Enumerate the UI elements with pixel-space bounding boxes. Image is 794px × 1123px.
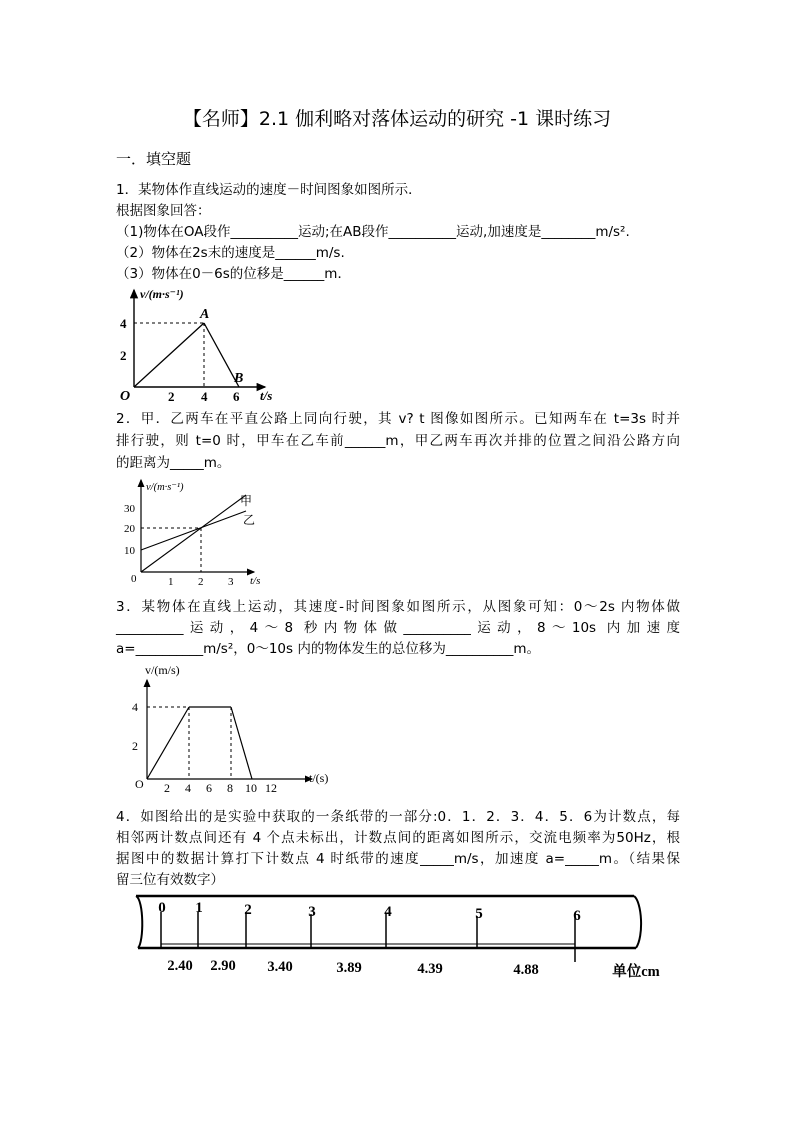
q3-line-3: a=__________m/s²，0～10s 内的物体发生的总位移为__________m。 bbox=[116, 641, 540, 657]
q3-line-2: __________运动，4～8 秒内物体做__________运动，8～10s 内加速度 bbox=[116, 620, 680, 636]
q3-y-label: v/(m/s) bbox=[145, 663, 180, 677]
q4-distance: 4.88 bbox=[513, 962, 539, 978]
q4-tape-right-end bbox=[634, 896, 641, 948]
q1-origin: O bbox=[120, 389, 131, 404]
q4-point-label: 5 bbox=[475, 906, 483, 922]
q3-xtick: 6 bbox=[206, 781, 212, 793]
q4-point-label: 4 bbox=[384, 904, 392, 920]
q3-segment-decel bbox=[231, 707, 252, 779]
q3-ytick: 4 bbox=[132, 700, 138, 714]
q4-distance: 2.40 bbox=[167, 958, 193, 974]
q3-xtick: 10 bbox=[245, 781, 257, 793]
q4-distance: 2.90 bbox=[210, 958, 236, 974]
q4-point-label: 6 bbox=[573, 908, 581, 924]
q1-xtick: 4 bbox=[201, 389, 208, 404]
q1-ytick: 2 bbox=[120, 348, 127, 363]
q2-line-3: 的距离为_____m。 bbox=[116, 455, 231, 471]
q1-point-a: A bbox=[200, 307, 210, 322]
q4-line-1: 4．如图给出的是实验中获取的一条纸带的一部分:0．1．2．3．4．5．6为计数点，每 bbox=[116, 809, 680, 825]
q4-paper-tape bbox=[128, 890, 676, 980]
q2-origin: 0 bbox=[131, 573, 137, 585]
q1-chart bbox=[110, 284, 280, 406]
q1-xtick: 2 bbox=[168, 389, 175, 404]
q4-tape-left-end bbox=[136, 896, 142, 948]
q4-distance: 4.39 bbox=[417, 961, 443, 977]
q3-xtick: 8 bbox=[227, 781, 233, 793]
q2-line-2: 排行驶，则 t=0 时，甲车在乙车前______m，甲乙两车再次并排的位置之间沿公路方向 bbox=[116, 433, 680, 449]
q3-xtick: 2 bbox=[164, 781, 170, 793]
q2-xtick: 3 bbox=[228, 576, 234, 588]
q2-xtick: 1 bbox=[168, 576, 174, 588]
q3-x-label: t/(s) bbox=[309, 771, 329, 785]
q4-unit-label: 单位cm bbox=[612, 964, 660, 980]
section-heading: 一．填空题 bbox=[116, 150, 192, 168]
q3-xtick: 4 bbox=[185, 781, 191, 793]
q1-y-label: v/(m·s⁻¹) bbox=[140, 287, 184, 301]
q4-point-label: 0 bbox=[158, 900, 166, 916]
q2-ytick: 30 bbox=[124, 503, 135, 515]
q2-x-label: t/s bbox=[250, 575, 261, 587]
q1-x-label: t/s bbox=[260, 388, 273, 403]
q2-ytick: 10 bbox=[124, 545, 135, 557]
q3-segment-accel bbox=[147, 707, 189, 779]
q3-origin: O bbox=[135, 777, 144, 791]
q4-distance: 3.89 bbox=[336, 960, 362, 976]
q4-line-4: 留三位有效数字） bbox=[116, 872, 224, 888]
q4-point-label: 3 bbox=[308, 904, 316, 920]
q3-ytick: 2 bbox=[132, 739, 138, 753]
q4-distance: 3.40 bbox=[267, 959, 293, 975]
q4-line-3: 据图中的数据计算打下计数点 4 时纸带的速度_____m/s，加速度 a=_____m。（结果保 bbox=[116, 851, 680, 867]
q2-ytick: 20 bbox=[124, 523, 135, 535]
q2-y-label: v/(m·s⁻¹) bbox=[146, 482, 184, 493]
q1-line-5: （3）物体在0－6s的位移是______m． bbox=[116, 266, 351, 282]
q4-point-label: 1 bbox=[195, 900, 203, 916]
q3-chart bbox=[112, 660, 342, 793]
page-title: 【名师】2.1 伽利略对落体运动的研究 -1 课时练习 bbox=[182, 108, 612, 130]
q1-point-b: B bbox=[234, 371, 244, 386]
q3-xtick: 12 bbox=[265, 781, 277, 793]
q2-legend-jia: 甲 bbox=[240, 494, 253, 508]
q2-chart bbox=[112, 476, 272, 588]
q2-legend-yi: 乙 bbox=[243, 513, 256, 527]
q1-ytick: 4 bbox=[120, 316, 127, 331]
q1-line-1: 1．某物体作直线运动的速度－时间图象如图所示． bbox=[116, 182, 422, 198]
q4-point-label: 2 bbox=[244, 902, 252, 918]
q3-line-1: 3．某物体在直线上运动，其速度-时间图象如图所示，从图象可知：0～2s 内物体做 bbox=[116, 599, 680, 615]
q2-line-jia bbox=[141, 495, 246, 572]
q2-line-yi bbox=[141, 511, 246, 550]
q1-segment-oa bbox=[134, 323, 204, 387]
q4-line-2: 相邻两计数点间还有 4 个点未标出，计数点间的距离如图所示，交流电频率为50Hz，根 bbox=[116, 830, 680, 846]
q2-xtick: 2 bbox=[198, 576, 204, 588]
q1-line-2: 根据图象回答： bbox=[116, 203, 211, 219]
q1-line-4: （2）物体在2s末的速度是______m/s. bbox=[116, 245, 345, 261]
q1-xtick: 6 bbox=[233, 389, 240, 404]
q1-line-3: （1)物体在OA段作__________运动;在AB段作__________运动,加速度是________m/s². bbox=[116, 224, 630, 240]
q2-line-1: 2．甲．乙两车在平直公路上同向行驶，其 v? t 图像如图所示。已知两车在 t=3s 时并 bbox=[116, 411, 680, 427]
